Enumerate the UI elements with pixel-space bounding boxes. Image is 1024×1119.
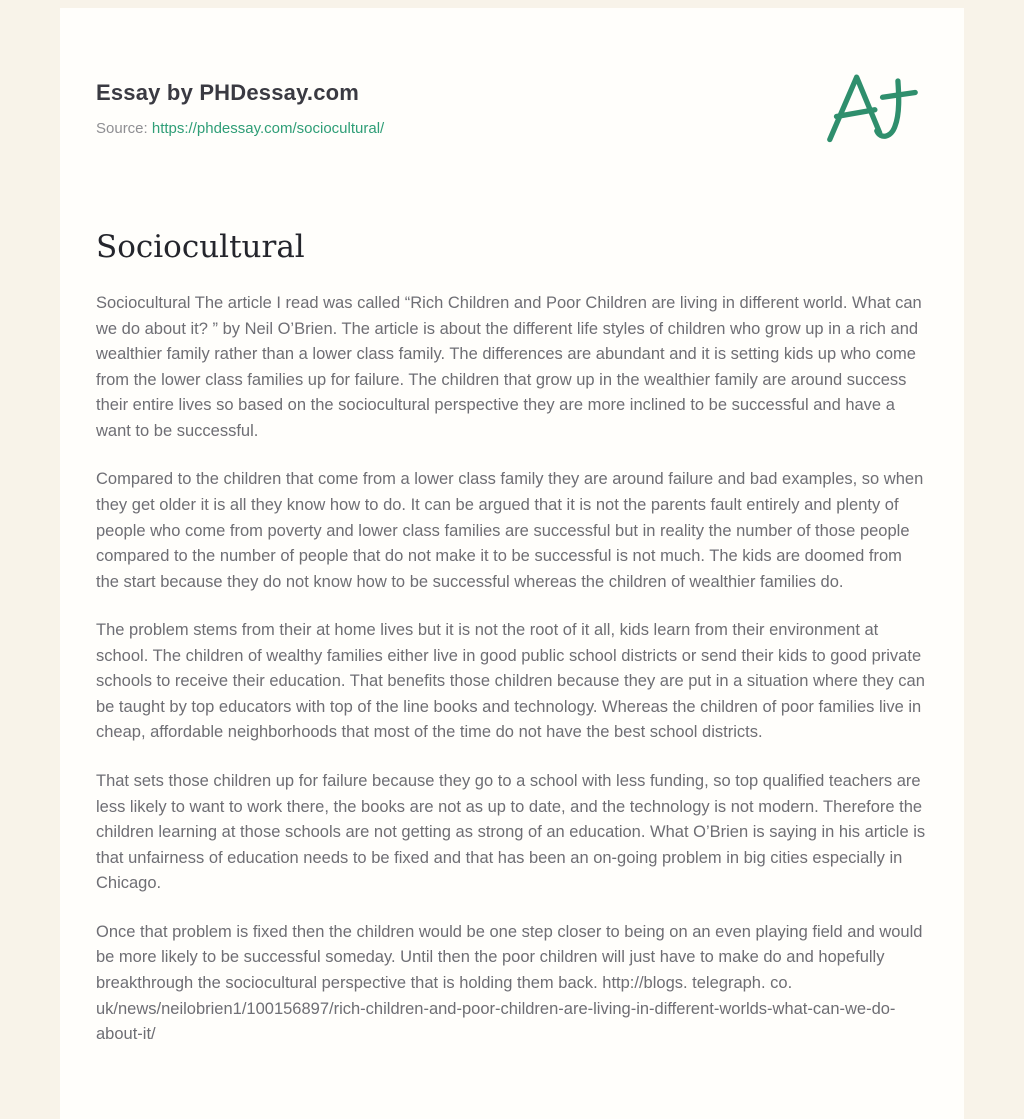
essay-paragraph: Sociocultural The article I read was called “Rich Children and Poor Children are living in different world. What can we do about it? ” by Neil O’Brien. The article is about the different life styles of children who grow up in a rich and wealthier family rather than a lower class family. The differences are abundant and it is setting kids up who come from the lower class families up for failure. The children that grow up in the wealthier family are around success their entire lives so based on the sociocultural perspective they are more inclined to be successful and have a want to be successful. xyxy=(96,294,922,440)
header-title: Essay by PHDessay.com xyxy=(96,80,360,105)
phdessay-aplus-logo-icon xyxy=(824,70,920,162)
essay-paragraph: That sets those children up for failure because they go to a school with less funding, so top qualified teachers are less likely to want to work there, the books are not as up to date, and the technology is not modern. Therefore the children learning at those schools are not getting as strong of an education. What O’Brien is saying in his article is that unfairness of education needs to be fixed and that has been an on-going problem in big cities especially in Chicago. xyxy=(96,772,926,893)
source-link[interactable]: https://phdessay.com/sociocultural/ xyxy=(151,120,385,137)
essay-paragraph: Compared to the children that come from a lower class family they are around failure and bad examples, so when they get older it is all they know how to do. It can be argued that it is not the parents fault entirely and plenty of people who come from poverty and lower class families are successful but in reality the number of those people compared to the number of people that do not make it to be successful is not much. The kids are doomed from the start because they do not know how to be successful whereas the children of wealthier families do. xyxy=(96,470,924,591)
essay-body xyxy=(96,291,928,1048)
source-label: Source: xyxy=(96,120,148,137)
essay-card xyxy=(60,8,964,1119)
source-line xyxy=(96,120,928,137)
essay-paragraph: The problem stems from their at home lives but it is not the root of it all, kids learn from their environment at school. The children of wealthy families either live in good public school districts or send their kids to good private schools to receive their education. That benefits those children because they are put in a situation where they can be taught by top educators with top of the line books and technology. Whereas the children of poor families live in cheap, affordable neighborhoods that most of the time do not have the best school districts. xyxy=(96,621,925,742)
essay-paragraph: Once that problem is fixed then the children would be one step closer to being on an even playing field and would be more likely to be successful someday. Until then the poor children will just have to make do and hopefully breakthrough the sociocultural perspective that is holding them back. http://blogs. telegraph. co. uk/news/neilobrien1/100156897/rich-children-and-poor-children-are-living-in-different-worlds-what-can-we-do-about-it/ xyxy=(96,922,923,1044)
essay-title: Sociocultural xyxy=(96,229,305,265)
